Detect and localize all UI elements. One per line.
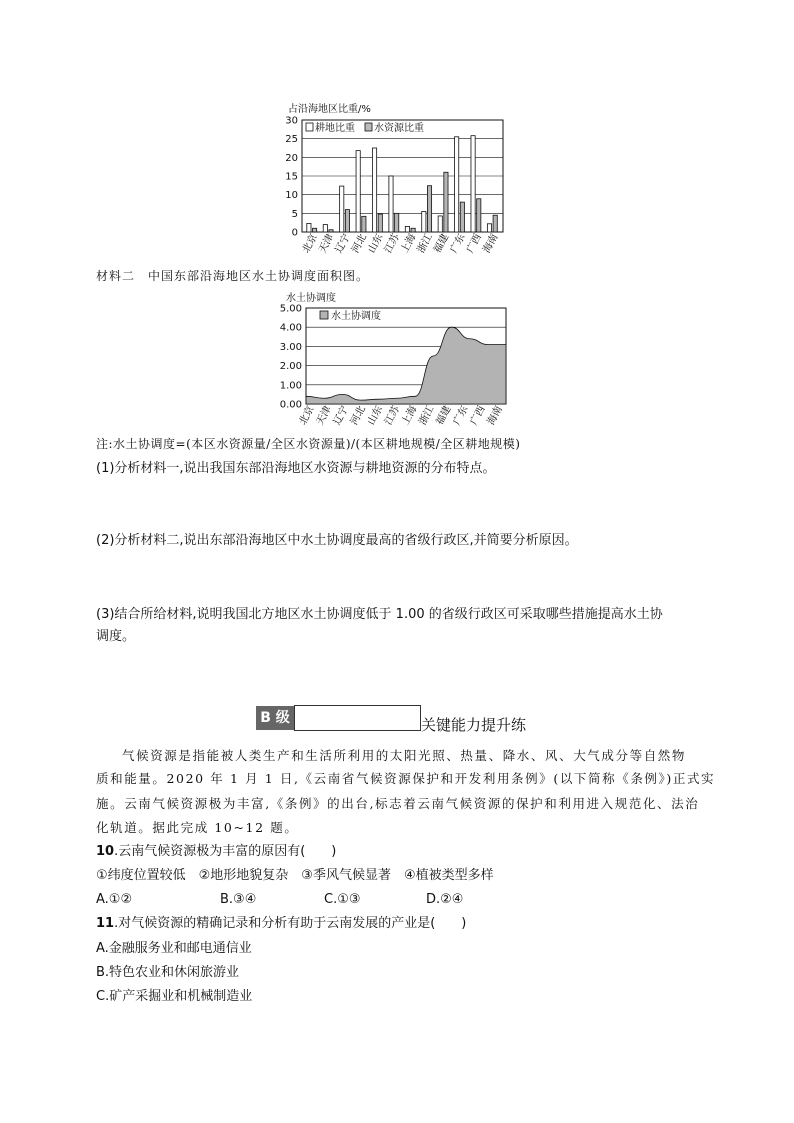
chart1-bar-farmland xyxy=(405,226,409,232)
chart1-bar-water xyxy=(345,210,349,232)
chart1-legend xyxy=(306,121,424,134)
chart1-bar-water xyxy=(493,215,497,232)
formula-note: 注:水土协调度=(本区水资源量/全区水资源量)/(本区耕地规模/全区耕地规模) xyxy=(96,437,521,451)
chart2-x-tick: 天津 xyxy=(314,404,334,428)
chart1-bar-farmland xyxy=(356,151,360,232)
chart1-ylabel: 占沿海地区比重/% xyxy=(288,104,371,115)
chart1-y-tick: 15 xyxy=(285,171,298,183)
passage-line-1: 气候资源是指能被人类生产和生活所利用的太阳光照、热量、降水、风、大气成分等自然物 xyxy=(122,748,687,763)
chart1-bar-water xyxy=(444,172,448,232)
chart1-y-tick: 0 xyxy=(291,227,298,239)
chart1-bar-water xyxy=(313,228,317,232)
chart1-bar-farmland xyxy=(340,186,344,232)
chart1-bar-farmland xyxy=(323,225,327,232)
chart2-x-tick: 山东 xyxy=(365,404,386,428)
chart1-bar-farmland xyxy=(471,136,475,232)
chart2-x-tick: 福建 xyxy=(434,404,454,428)
chart1-bar-water xyxy=(427,186,431,232)
chart2-x-tick: 辽宁 xyxy=(331,404,351,428)
bar-chart xyxy=(270,98,520,270)
chart1-bar-water xyxy=(329,230,333,232)
question-10-option-d[interactable]: D.②④ xyxy=(426,892,464,907)
chart2-y-tick: 5.00 xyxy=(279,303,302,315)
question-2: (2)分析材料二,说出东部沿海地区中水土协调度最高的省级行政区,并简要分析原因。 xyxy=(96,533,578,548)
chart1-bar-water xyxy=(460,202,464,232)
question-11-option-c[interactable]: C.矿产采掘业和机械制造业 xyxy=(96,989,253,1004)
chart1-x-tick: 浙江 xyxy=(415,232,435,256)
chart1-bar-water xyxy=(395,213,399,232)
chart1-bar-farmland xyxy=(438,216,442,232)
question-11 xyxy=(96,914,466,934)
passage-line-4: 化轨道。据此完成 10~12 题。 xyxy=(96,820,299,835)
question-10-option-c[interactable]: C.①③ xyxy=(324,892,361,907)
material2-label: 材料二 中国东部沿海地区水土协调度面积图。 xyxy=(96,269,370,283)
chart2-x-tick: 河北 xyxy=(348,404,368,428)
question-10 xyxy=(96,842,336,862)
chart2-y-tick: 2.00 xyxy=(279,361,302,373)
chart1-y-tick: 25 xyxy=(285,134,298,146)
chart1-bar-water xyxy=(362,216,366,232)
chart2-y-tick: 4.00 xyxy=(279,322,302,334)
chart1-y-tick: 10 xyxy=(285,190,298,202)
chart2-x-tick: 广西 xyxy=(468,404,488,428)
chart2-x-tick: 上海 xyxy=(400,404,420,428)
question-10-items: ①纬度位置较低 ②地形地貌复杂 ③季风气候显著 ④植被类型多样 xyxy=(96,868,494,883)
chart1-bar-farmland xyxy=(487,224,491,232)
chart1-bar-farmland xyxy=(422,211,426,232)
chart1-y-tick: 20 xyxy=(285,152,298,164)
question-3-continued: 调度。 xyxy=(96,629,136,644)
question-10-stem: .云南气候资源极为丰富的原因有( ) xyxy=(114,844,337,859)
area-chart xyxy=(270,288,520,436)
chart1-x-tick: 北京 xyxy=(300,232,320,256)
chart2-x-tick: 广东 xyxy=(451,404,471,428)
chart2-y-tick: 0.00 xyxy=(279,399,302,411)
chart1-legend-label-1: 水资源比重 xyxy=(374,123,424,134)
chart1-legend-label-0: 耕地比重 xyxy=(315,123,355,134)
chart1-x-tick: 辽宁 xyxy=(333,232,353,256)
question-11-stem: .对气候资源的精确记录和分析有助于云南发展的产业是( ) xyxy=(114,916,467,931)
chart2-x-tick: 江苏 xyxy=(383,404,403,428)
chart2-x-tick: 浙江 xyxy=(417,404,437,428)
passage-line-2: 质和能量。2020 年 1 月 1 日,《云南省气候资源保护和开发利用条例》(以下简称《条例》)正式实 xyxy=(96,771,716,786)
chart1-x-tick: 河北 xyxy=(350,232,370,256)
chart2-legend-label: 水土协调度 xyxy=(331,311,381,322)
question-10-number: 10 xyxy=(96,844,115,859)
chart1-bar-farmland xyxy=(455,137,459,232)
chart1-x-tick: 广东 xyxy=(448,232,468,256)
chart2-ylabel: 水土协调度 xyxy=(286,293,336,304)
question-3: (3)结合所给材料,说明我国北方地区水土协调度低于 1.00 的省级行政区可采取哪些措施提高水土协 xyxy=(96,607,663,622)
chart1-x-tick: 福建 xyxy=(432,232,452,256)
chart1-bar-water xyxy=(477,199,481,232)
question-1: (1)分析材料一,说出我国东部沿海地区水资源与耕地资源的分布特点。 xyxy=(96,461,496,476)
chart2-x-tick: 海南 xyxy=(485,404,505,428)
chart1-x-tick: 天津 xyxy=(317,232,337,256)
chart1-x-tick: 海南 xyxy=(481,232,501,256)
chart1-y-tick: 30 xyxy=(285,115,298,127)
section-title: 关键能力提升练 xyxy=(421,716,527,734)
question-10-option-b[interactable]: B.③④ xyxy=(220,892,257,907)
chart1-bar-farmland xyxy=(307,223,311,232)
chart2-y-tick: 3.00 xyxy=(279,341,302,353)
chart1-x-tick: 广西 xyxy=(464,232,485,256)
chart1-x-tick: 山东 xyxy=(366,232,386,256)
question-11-option-b[interactable]: B.特色农业和休闲旅游业 xyxy=(96,965,240,980)
question-11-option-a[interactable]: A.金融服务业和邮电通信业 xyxy=(96,941,252,956)
chart1-x-tick: 上海 xyxy=(399,232,419,256)
question-10-option-a[interactable]: A.①② xyxy=(96,892,133,907)
section-title-box xyxy=(294,705,421,731)
chart1-y-tick: 5 xyxy=(291,208,298,220)
chart1-bar-water xyxy=(411,228,415,232)
level-badge: B 级 xyxy=(256,706,294,730)
passage-line-3: 施。云南气候资源极为丰富,《条例》的出台,标志着云南气候资源的保护和利用进入规范化、法治 xyxy=(96,796,700,811)
chart1-bar-farmland xyxy=(389,176,393,232)
chart1-bar-farmland xyxy=(372,148,376,232)
chart2-y-tick: 1.00 xyxy=(279,380,302,392)
chart1-bar-water xyxy=(378,214,382,232)
chart2-legend xyxy=(320,309,381,322)
question-11-number: 11 xyxy=(96,916,115,931)
chart1-x-tick: 江苏 xyxy=(382,232,402,256)
chart2-x-tick: 北京 xyxy=(297,404,317,428)
